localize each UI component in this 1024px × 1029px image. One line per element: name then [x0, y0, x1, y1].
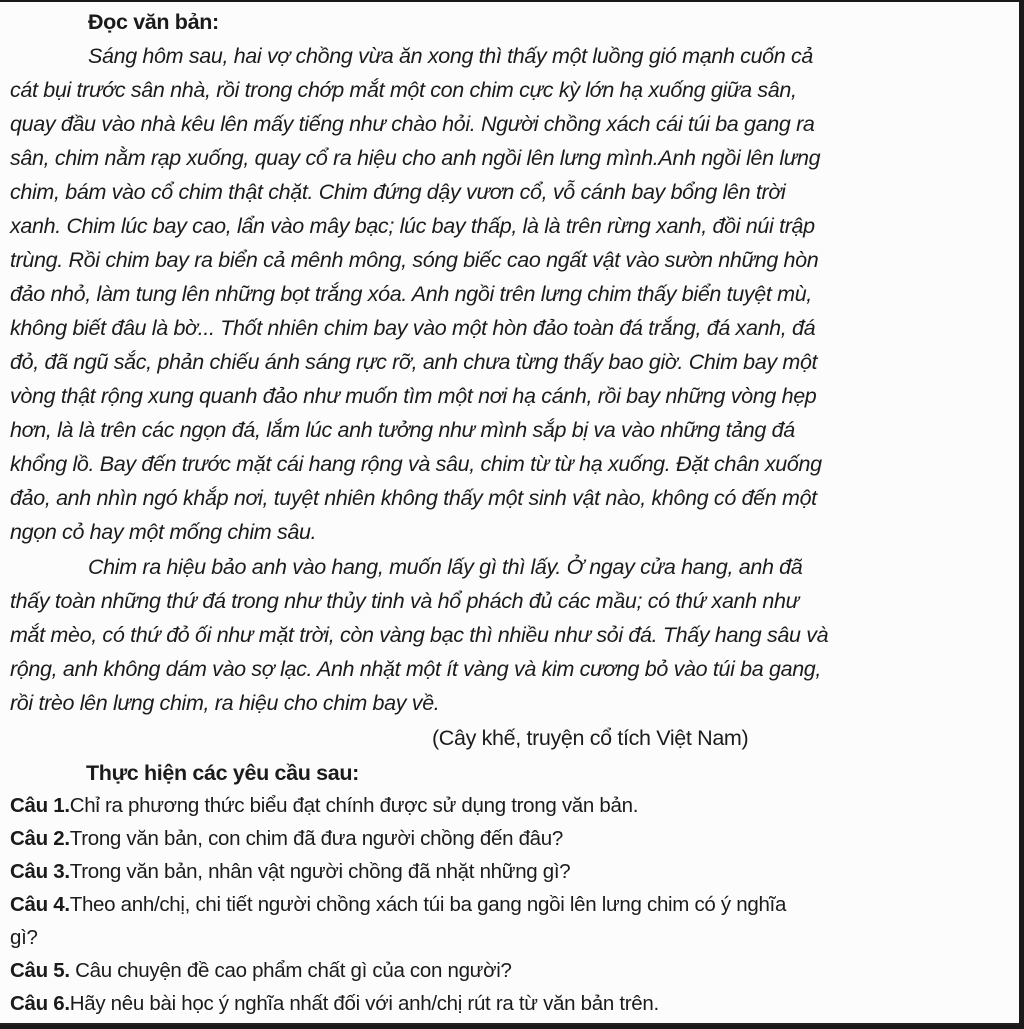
question-label: Câu 5.	[10, 959, 70, 982]
passage-line: rồi trèo lên lưng chim, ra hiệu cho chim bay về.	[10, 691, 440, 715]
passage-line: xanh. Chim lúc bay cao, lẩn vào mây bạc; lúc bay thấp, là là trên rừng xanh, đồi núi trập	[10, 214, 815, 238]
passage-line: mắt mèo, có thứ đỏ ối như mặt trời, còn vàng bạc thì nhiều như sỏi đá. Thấy hang sâu và	[10, 623, 829, 647]
question-text: Trong văn bản, nhân vật người chồng đã nhặt những gì?	[69, 860, 571, 883]
question-text: Câu chuyện đề cao phẩm chất gì của con người?	[69, 959, 512, 982]
passage-line: cát bụi trước sân nhà, rồi trong chớp mắt một con chim cực kỳ lớn hạ xuống giữa sân,	[10, 78, 797, 102]
passage-line: hơn, là là trên các ngọn đá, lắm lúc anh tưởng như mình sắp bị va vào những tảng đá	[10, 418, 795, 442]
passage-line: không biết đâu là bờ... Thốt nhiên chim bay vào một hòn đảo toàn đá trắng, đá xanh, đá	[10, 316, 816, 340]
passage-line: Chim ra hiệu bảo anh vào hang, muốn lấy gì thì lấy. Ở ngay cửa hang, anh đã	[88, 555, 803, 579]
passage-line: đỏ, đã ngũ sắc, phản chiếu ánh sáng rực rỡ, anh chưa từng thấy bao giờ. Chim bay một	[10, 350, 818, 374]
question-item	[10, 823, 563, 855]
passage-line: thấy toàn những thứ đá trong như thủy tinh và hổ phách đủ các mầu; có thứ xanh như	[10, 589, 799, 613]
tasks-heading: Thực hiện các yêu cầu sau:	[86, 761, 359, 785]
question-text: Chỉ ra phương thức biểu đạt chính được sử dụng trong văn bản.	[69, 794, 639, 817]
passage-line: đảo nhỏ, làm tung lên những bọt trắng xóa. Anh ngồi trên lưng chim thấy biển tuyệt mù,	[10, 282, 812, 306]
document-page	[0, 2, 1019, 1025]
passage-line: đảo, anh nhìn ngó khắp nơi, tuyệt nhiên không thấy một sinh vật nào, không có đến một	[10, 486, 817, 510]
source-citation: (Cây khế, truyện cổ tích Việt Nam)	[432, 726, 749, 750]
passage-line: quay đầu vào nhà kêu lên mấy tiếng như chào hỏi. Người chồng xách cái túi ba gang ra	[10, 112, 815, 136]
question-text: Hãy nêu bài học ý nghĩa nhất đối với anh/chị rút ra từ văn bản trên.	[69, 992, 659, 1015]
passage-line: sân, chim nằm rạp xuống, quay cổ ra hiệu cho anh ngồi lên lưng mình.Anh ngồi lên lưng	[10, 146, 821, 170]
passage-line: vòng thật rộng xung quanh đảo như muốn tìm một nơi hạ cánh, rồi bay những vòng hẹp	[10, 384, 817, 408]
passage-line: khổng lồ. Bay đến trước mặt cái hang rộng và sâu, chim từ từ hạ xuống. Đặt chân xuống	[10, 452, 822, 476]
question-label: Câu 2.	[10, 827, 70, 850]
question-continuation: gì?	[10, 926, 38, 949]
question-text: Theo anh/chị, chi tiết người chồng xách túi ba gang ngồi lên lưng chim có ý nghĩa	[69, 893, 787, 916]
question-label: Câu 3.	[10, 860, 70, 883]
passage-line: chim, bám vào cổ chim thật chặt. Chim đứng dậy vươn cổ, vỗ cánh bay bổng lên trời	[10, 180, 786, 204]
document-title: Đọc văn bản:	[88, 10, 219, 34]
question-text: Trong văn bản, con chim đã đưa người chồng đến đâu?	[69, 827, 563, 850]
question-label: Câu 4.	[10, 893, 70, 916]
question-item	[10, 955, 512, 987]
question-label: Câu 1.	[10, 794, 70, 817]
passage-line: rộng, anh không dám vào sợ lạc. Anh nhặt một ít vàng và kim cương bỏ vào túi ba gang,	[10, 657, 822, 681]
passage-line: trùng. Rồi chim bay ra biển cả mênh mông, sóng biếc cao ngất vật vào sườn những hòn	[10, 248, 819, 272]
question-label: Câu 6.	[10, 992, 70, 1015]
question-item	[10, 988, 659, 1020]
question-item	[10, 856, 570, 888]
question-item	[10, 889, 786, 921]
passage-line: Sáng hôm sau, hai vợ chồng vừa ăn xong thì thấy một luồng gió mạnh cuốn cả	[88, 44, 814, 68]
question-item	[10, 790, 638, 822]
passage-line: ngọn cỏ hay một mống chim sâu.	[10, 520, 317, 544]
